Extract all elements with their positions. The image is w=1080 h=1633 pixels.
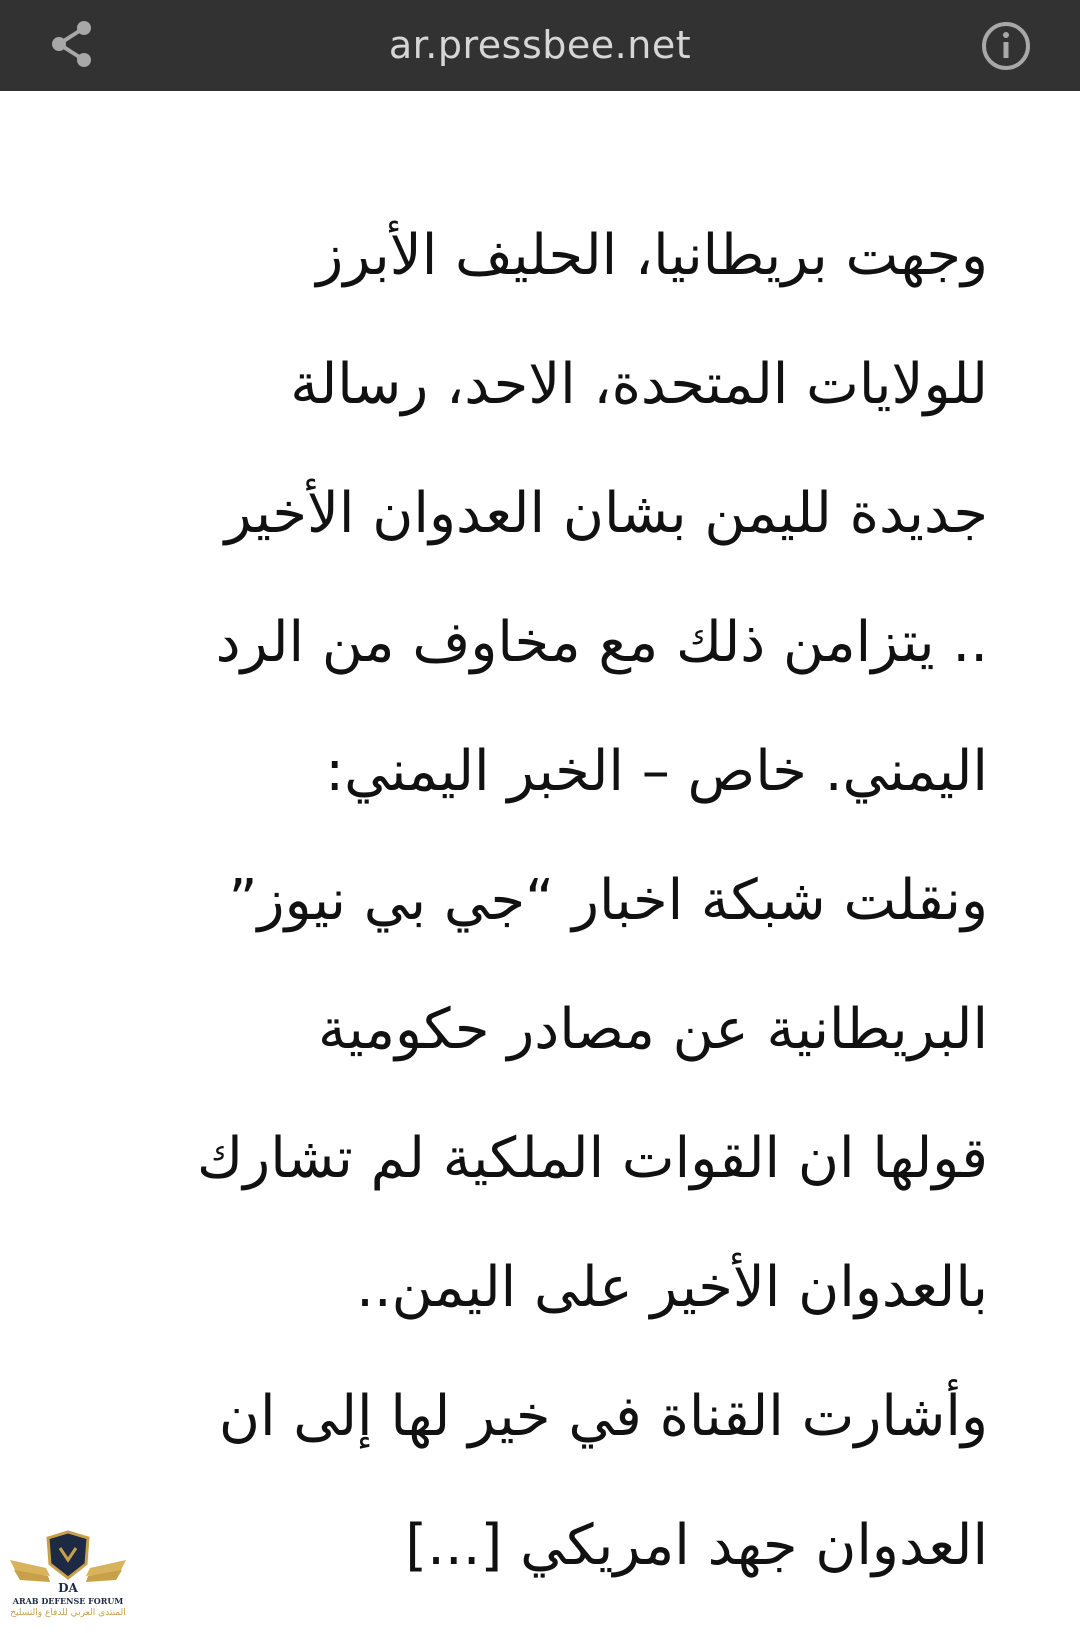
logo-title: ARAB DEFENSE FORUM bbox=[12, 1596, 124, 1606]
logo-badge: DA bbox=[58, 1581, 78, 1595]
winged-shield-icon bbox=[6, 1530, 130, 1596]
page-url[interactable]: ar.pressbee.net bbox=[388, 23, 692, 67]
info-icon bbox=[980, 20, 1032, 72]
info-button[interactable] bbox=[970, 10, 1042, 82]
article-line: اليمني. خاص – الخبر اليمني: bbox=[325, 739, 988, 804]
watermark-logo bbox=[6, 1530, 130, 1630]
article-line: .. يتزامن ذلك مع مخاوف من الرد bbox=[215, 610, 988, 675]
article-body bbox=[108, 212, 988, 1631]
logo-subtitle: المنتدى العربي للدفاع والتسليح bbox=[10, 1608, 126, 1618]
article-line: ونقلت شبكة اخبار “جي بي نيوز” bbox=[228, 868, 988, 933]
read-more-link[interactable]: [...] bbox=[405, 1513, 503, 1578]
article-line: البريطانية عن مصادر حكومية bbox=[318, 997, 988, 1062]
article-line: قولها ان القوات الملكية لم تشارك bbox=[197, 1126, 988, 1191]
article-line: بالعدوان الأخير على اليمن.. bbox=[356, 1255, 988, 1320]
article-line: للولايات المتحدة، الاحد، رسالة bbox=[290, 352, 988, 417]
article-line: وجهت بريطانيا، الحليف الأبرز bbox=[316, 223, 988, 288]
browser-top-bar bbox=[0, 0, 1080, 91]
article-last-line bbox=[108, 1502, 988, 1631]
article-line: العدوان جهد امريكي bbox=[520, 1513, 988, 1578]
article-line: جديدة لليمن بشان العدوان الأخير bbox=[224, 481, 988, 546]
article-line: وأشارت القناة في خير لها إلى ان bbox=[218, 1384, 988, 1449]
